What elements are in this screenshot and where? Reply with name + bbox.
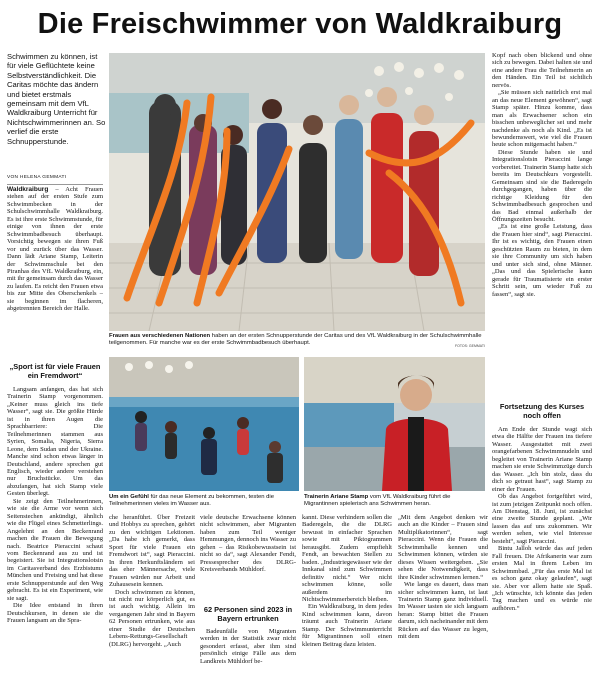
paragraph: „Mit dem Angebot denken wir auch an die Kinder – Frauen sind Multiplikatorinnen“, sagt Pieraccini. Wenn die Frauen die Schwimmhalle kennen und Schwimmen können, würden sie dieses Wissen weitergeben. „Sie sehen die Notwendigkeit, dass ihre Kinder schwimmen lernen.“ (398, 514, 488, 581)
pool-photo-caption: Um ein Gefühl für das neue Element zu bekommen, testen die Teilnehmerinnen vieles im Wasser aus. (109, 494, 275, 507)
pool-photo (109, 357, 299, 491)
subheading: „Sport ist für viele Frauen ein Fremdwort“ (9, 362, 101, 380)
headline: Die Freischwimmer von Waldkraiburg (37, 8, 563, 40)
column-3-top (200, 514, 296, 598)
column-1-bottom (7, 386, 103, 690)
paragraph: che heranführt. Über Freizeit und Hobbys zu sprechen, gehört zu den wichtigen Lektionen. „Da habe ich gemerkt, dass Sport für viele Frauen ein Fremdwort ist“, sagt Pieraccini. In ihren Herkunftsländern sei das eher Männersache, viele Frauen würden nur Arbeit und Zuhausesein kennen. (109, 514, 195, 589)
paragraph: kannt. Diese verhindern sollen die Baderegeln, die die DLRG bewusst in einfacher Sprachen sowie mit Piktogrammen herausgibt. Zudem empfiehlt Fendt, an bewachten Stellen zu baden. „Industriegewässer wie der Innkanal sind zum Schwimmen definitiv nicht.“ Wer nicht schwimmen könne, solle außerdem im Nichtschwimmerbereich bleiben. (302, 514, 392, 603)
paragraph: Die Idee entstand in ihren Deutschkursen, in denen sie die Frauen langsam an die Spra- (7, 602, 103, 625)
paragraph: Bintu Jalloh würde das auf jeden Fall freuen. Die Afrikanerin war zum ersten Mal in ihrem Leben im Schwimmbad. „Für das erste Mal ist es schon ganz okay gelaufen“, sagt sie. Aber vor allem hatte sie Spaß. „Ich wünschte, ich könnte das jeden Tag machen und es würde nie aufhören.“ (492, 545, 592, 612)
paragraph: „Es ist eine große Leistung, dass die Frauen hier sind“, sagt Pieraccini. Ihr ist es wichtig, den Frauen einen geschützten Raum zu bieten, in dem sie ihre Community um sich haben und unter sich sind, ohne Männer. „Das und das Spielerische kann gerade für Traumatisierte ein erster Schritt sein, um wieder Fuß zu fassen“, sagt sie. (492, 223, 592, 298)
paragraph: Doch schwimmen zu können, tut nicht nur körperlich gut, es ist auch wichtig. Allein im vergangenen Jahr sind in Bayern 62 Personen ertrunken, wie aus einer Studie der Deutschen Lebens-Rettungs-Gesellschaft (DLRG) hervorgeht. „Auch (109, 588, 195, 648)
dateline: Waldkraiburg (7, 186, 49, 193)
trainer-photo (304, 357, 485, 491)
main-photo-caption: Frauen aus verschiedenen Nationen haben an der ersten Schnupperstunde der Caritas und des VfL Waldkraiburg in der Schulschwimmhalle teilgenommen. Für manche war es der erste Schwimmbadbesuch überhaupt. (109, 333, 482, 346)
photo-credit: FOTOS: GEMMATI (454, 344, 485, 348)
paragraph: Am Ende der Stunde wagt sich etwa die Hälfte der Frauen ins tiefere Wasser. Ausgestattet mit zwei orangefarbenen Schwimmnudeln und begleitet von Trainerin Ariane Stamp machen sie erste Schwimmzüge durch das Wasser. „Ich bin stolz, dass du dich so getraut hast“, sagt Stamp zu einer der Frauen. (492, 426, 592, 493)
paragraph: Langsam anfangen, das hat sich Trainerin Stamp vorgenommen. „Keiner muss gleich ins tiefe Wasser“, sagt sie. Die größte Hürde ist in ihren Augen die Sprachbarriere: Die Teilnehmerinnen stammen aus Syrien, Somalia, Nigeria, Sierra Leone, dem Sudan und der Ukraine. Manche sind schon etwas länger in Deutschland, andere sprechen gut Englisch, wieder andere verstehen nur Bruchstücke. Um das abzufangen, hat sich Stamp viele Gesten überlegt. (7, 386, 103, 498)
paragraph: – Acht Frauen stehen auf der ersten Stufe zum Schwimmbecken in der Schulschwimmhalle Waldkraiburg. Es ist ihre erste Schwimmstunde, für einige von ihnen der erste Schwimmbadbesuch überhaupt. Vorsichtig bewegen sie ihren Fuß vor und zurück über das Wasser. Dann lädt Ariane Stamp, Leiterin der Schwimmschule bei den Piranhas des VfL Waldkraiburg, ein, mit ihr gemeinsam durch das Wasser zu laufen. Es reicht den Frauen etwa bis zur Mitte des Oberschenkels – sie beginnen im flacheren, abgetrennten Bereich der Halle. (7, 186, 103, 313)
paragraph: Ein Waldkraiburg, in dem jedes Kind schwimmen kann, davon träumt auch Trainerin Ariane Stamp. Der Schwimmunterricht für Migrantinnen soll einen kleinen Beitrag dazu leisten. (302, 603, 392, 648)
column-1-top (7, 186, 103, 358)
paragraph: viele deutsche Erwachsene können nicht schwimmen, aber Migranten haben zum Teil weniger Hemmungen, dennoch ins Wasser zu gehen – das Risikobewusstsein ist nicht so da“, sagt Alexander Fendt, Pressesprecher des DLRG-Kreisverbands Mühldorf. (200, 514, 296, 574)
paragraph: Badeunfälle von Migranten werden in der Statistik zwar nicht gesondert erfasst, aber ihm sind persönlich einige Fälle aus dem Landkreis Mühldorf be- (200, 628, 296, 665)
paragraph: Kopf nach oben blickend und ohne sich zu bewegen. Dabei halten sie und eine andere Frau die Teilnehmerin an den Händen. Ein Teil ist sichtlich nervös. (492, 52, 592, 89)
paragraph: Wie lange es dauert, dass man sicher schwimmen kann, ist laut Trainerin Stamp ganz individuell. Im Wasser tasten sie sich langsam heran: Stamp bittet die Frauen darum, sich nacheinander mit dem Rücken auf das Wasser zu legen, mit dem (398, 581, 488, 641)
paragraph: „Sie müssen sich natürlich erst mal an das neue Element gewöhnen“, sagt Stamp später. Hinzu komme, dass man als Erwachsener schon ein bisschen unbeweglicher sei und mehr nachdenke als noch als Kind. „Es ist bewundernswert, wie viel die Frauen heute schon mitgemacht haben.“ (492, 89, 592, 149)
article-lead: Schwimmen zu können, ist für viele Geflüchtete keine Selbstverständlichkeit. Die Caritas möchte das ändern und bietet erstmals gemeinsam mit dem VfL Waldkraiburg Unterricht für Nichtschwimmerinnen an. So verlief die erste Schnupperstunde. (7, 52, 106, 146)
subheading: Fortsetzung des Kurses noch offen (499, 402, 585, 420)
column-3-bottom (200, 628, 296, 690)
byline: VON HELENA GEMMATI (7, 175, 103, 185)
trainer-photo-caption: Trainerin Ariane Stamp vom VfL Waldkraiburg führt die Migrantinnen spielerisch ans Schwimmen heran. (304, 494, 451, 507)
paragraph: Diese Stunde haben sie und Integrationslotsin Pieraccini lange vorbereitet. Trainerin Stamp hatte sich bereits im Deutschkurs vorgestellt. Gemeinsam sind sie die Baderegeln durchgegangen, haben über die richtige Kleidung für den Schwimmbadbesuch gesprochen und das Bad einmal außerhalb der Öffnungszeiten besucht. (492, 148, 592, 223)
paragraph: Ob das Angebot fortgeführt wird, ist zum jetzigen Zeitpunkt noch offen. Am Dienstag, 18. Juni, ist zunächst eine zweite Stunde geplant. „Wir lassen das auf uns zukommen. Wir werden sehen, wie viel Interesse besteht“, sagt Pieraccini. (492, 493, 592, 545)
paragraph: Sie zeigt den Teilnehmerinnen, wie sie die Arme vor wenn sich Seitenstechen ankündigt, ähnlich wie die Flügel eines Schmetterlings. Angelehnt an den Beckenrand machen die Frauen die Bewegung nach. Beatrice Pieraccini schaut vom Beckenrand aus zu und ist begeistert. Sie ist Integrationslotsin im Caritasverband des Erzbistums München und Freising und hat diese erste Schnupperstunde auf den Weg gebracht. Es ist ein Experiment, wie sie sagt. (7, 497, 103, 602)
subheading: 62 Personen sind 2023 in Bayern ertrunken (203, 605, 293, 623)
column-5 (398, 514, 488, 690)
column-6-bottom (492, 426, 592, 690)
column-2 (109, 514, 195, 690)
column-6-top (492, 52, 592, 398)
column-4 (302, 514, 392, 690)
main-photo (109, 53, 485, 331)
